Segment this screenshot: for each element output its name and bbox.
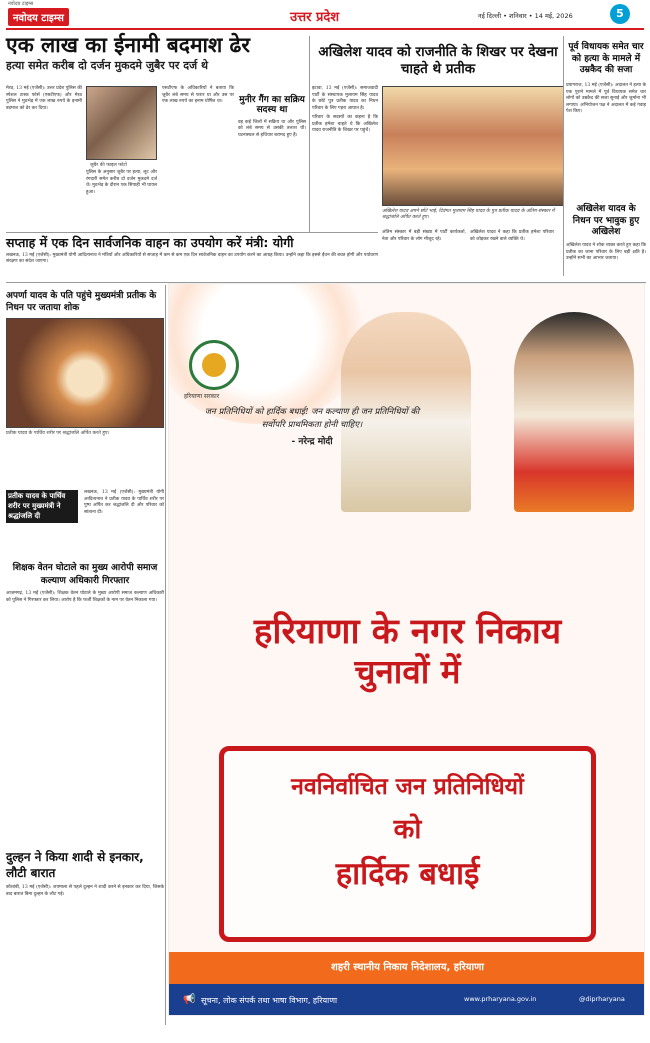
- story-col-1: [312, 86, 378, 135]
- story-yogi-vahan: [6, 236, 378, 272]
- column-rule: [563, 36, 564, 276]
- headline: अखिलेश यादव के निधन पर भावुक हुए अखिलेश: [572, 204, 640, 238]
- story-body: आज़मगढ़, 13 मई (एजेंसी): शिक्षक वेतन घोटाले के मुख्य आरोपी समाज कल्याण अधिकारी को पुलिस ने गिरफ्तार कर लिया। आरोप है कि फर्जी शिक्षकों के नाम पर वेतन निकाला गया।: [6, 591, 164, 603]
- page-number: [610, 4, 630, 24]
- story-body: लखनऊ, 13 मई (एजेंसी): मुख्यमंत्री योगी आदित्यनाथ ने प्रतीक यादव के पार्थिव शरीर पर पुष्प अर्पित कर श्रद्धांजलि दी और परिवार को सांत्वना दी।: [84, 490, 164, 515]
- headline: प्रतीक यादव के पार्थिव शरीर पर मुख्यमंत्री ने श्रद्धांजलि दी: [6, 490, 78, 523]
- section-title: उत्तर प्रदेश: [290, 10, 340, 25]
- subheadline: हत्या समेत करीब दो दर्जन मुकदमे जुबैर पर दर्ज थे: [6, 59, 209, 73]
- column-rule: [309, 36, 310, 232]
- ad-title-band: [169, 614, 645, 710]
- story-umrakaid: [566, 42, 646, 116]
- megaphone-icon: 📢: [183, 994, 196, 1005]
- congrats-line-3: हार्दिक बधाई: [335, 856, 480, 892]
- govt-label: हरियाणा सरकार: [184, 393, 220, 400]
- congrats-line-1: नवनिर्वाचित जन प्रतिनिधियों: [291, 774, 524, 800]
- story-akhilesh-bhavuk: [566, 204, 646, 263]
- funeral-photo: [6, 318, 164, 428]
- column-rule: [165, 285, 166, 1025]
- pull-quote: [238, 96, 306, 139]
- ad-footer: [169, 984, 645, 1016]
- photo-caption: जुबैर की फाइल फोटो: [90, 163, 127, 168]
- story-akhilesh-cont: [382, 230, 466, 243]
- story-box: [6, 490, 78, 523]
- page-number-text: 5: [616, 7, 624, 20]
- story-paragraph: एसटीएफ के अधिकारियों ने बताया कि जुबैर लंबे समय से फरार था और उस पर एक लाख रुपये का इनाम घोषित था।: [162, 86, 234, 105]
- dept-strip: [169, 952, 645, 984]
- masthead: [0, 0, 650, 30]
- quote-box: [197, 406, 427, 447]
- footer-dept: सूचना, लोक संपर्क तथा भाषा विभाग, हरियाणा: [201, 996, 338, 1005]
- story-paragraph: अखिलेश यादव ने कहा कि प्रतीक हमेशा परिवार को जोड़कर रखने वाले व्यक्ति थे।: [470, 230, 554, 242]
- cremation-photo: [382, 86, 564, 206]
- story-inami-badmash: [6, 34, 306, 234]
- newspaper-logo: नवोदय टाइम्स: [8, 8, 69, 26]
- saini-portrait: [514, 312, 634, 512]
- headline: एक लाख का ईनामी बदमाश ढेर: [6, 33, 250, 57]
- headline: अखिलेश यादव को राजनीति के शिखर पर देखना चाहते थे प्रतीक: [318, 44, 558, 77]
- quote-text: जन प्रतिनिधियों को हार्दिक बधाई! जन कल्याण ही जन प्रतिनिधियों की सर्वोपरि प्राथमिकता होनी चाहिए।: [204, 407, 420, 431]
- congrats-line-2: को: [393, 814, 422, 845]
- story-col-3: [162, 86, 234, 106]
- masthead-small-label: नवोदय टाइम्स: [8, 1, 34, 7]
- pull-quote-body: वह कई जिलों में सक्रिय था और पुलिस को लंबे समय से उसकी तलाश थी। घटनास्थल से हथियार बरामद हुए हैं।: [238, 119, 306, 138]
- story-body: कौशांबी, 13 मई (एजेंसी): जयमाला से पहले दुल्हन ने शादी करने से इनकार कर दिया, जिसके बाद बारात बिना दुल्हन के लौट गई।: [6, 885, 164, 897]
- story-body: लखनऊ, 13 मई (एजेंसी): मुख्यमंत्री योगी आदित्यनाथ ने मंत्रियों और अधिकारियों से सप्ताह में कम से कम एक दिन सार्वजनिक वाहन का उपयोग करने का आग्रह किया। उन्होंने कहा कि इससे ईंधन की बचत होगी और पर्यावरण संरक्षण का संदेश जाएगा।: [6, 252, 378, 265]
- story-paragraph: पुलिस के अनुसार जुबैर पर हत्या, लूट और रंगदारी समेत करीब दो दर्जन मुकदमे दर्ज थे। मुठभेड़ के दौरान एक सिपाही भी घायल हुआ।: [86, 170, 157, 195]
- congrats-box: [219, 746, 596, 942]
- story-paragraph: मेरठ, 13 मई (एजेंसी): उत्तर प्रदेश पुलिस की स्पेशल टास्क फोर्स (एसटीएफ) और मेरठ पुलिस ने मुठभेड़ में एक लाख रुपये के इनामी बदमाश को ढेर कर दिया।: [6, 86, 82, 111]
- dateline-text: नई दिल्ली • शनिवार • 14 मई, 2026: [478, 12, 573, 20]
- story-col-2: [86, 170, 157, 196]
- headline: शिक्षक वेतन घोटाले का मुख्य आरोपी समाज कल्याण अधिकारी गिरफ्तार: [12, 563, 158, 586]
- dept-name: शहरी स्थानीय निकाय निदेशालय, हरियाणा: [331, 962, 484, 973]
- story-aparna: [6, 290, 164, 436]
- pull-quote-title: मुनीर गैंग का सक्रिय सदस्य था: [239, 95, 305, 115]
- story-paragraph: इटावा, 13 मई (एजेंसी): समाजवादी पार्टी के संस्थापक मुलायम सिंह यादव के छोटे पुत्र प्रतीक यादव का निधन परिवार के लिए गहरा आघात है।: [312, 86, 378, 111]
- section-rule: [6, 232, 378, 233]
- ad-title-line-1: हरियाणा के नगर निकाय: [253, 612, 562, 652]
- haryana-advertisement: [168, 283, 645, 1016]
- headline: पूर्व विधायक समेत चार को हत्या के मामले में उम्रकैद की सजा: [568, 42, 644, 76]
- haryana-emblem: [189, 340, 239, 390]
- section-rule: [6, 282, 646, 283]
- story-paragraph: परिवार के सदस्यों का कहना है कि प्रतीक हमेशा चाहते थे कि अखिलेश यादव राजनीति के शिखर पर पहुंचें।: [312, 115, 378, 134]
- headline: अपर्णा यादव के पति पहुंचे मुख्यमंत्री प्रतीक के निधन पर जताया शोक: [6, 291, 157, 314]
- quote-author: - नरेन्द्र मोदी: [291, 437, 333, 448]
- story-body: अखिलेश यादव ने शोक व्यक्त करते हुए कहा कि प्रतीक का जाना परिवार के लिए बड़ी क्षति है। उन्होंने सभी का आभार जताया।: [566, 243, 646, 262]
- story-body: प्रयागराज, 13 मई (एजेंसी): अदालत ने हत्या के एक पुराने मामले में पूर्व विधायक समेत चार लोगों को उम्रकैद की सजा सुनाई और जुर्माना भी लगाया। अभियोजन पक्ष ने अदालत में कई गवाह पेश किए।: [566, 83, 647, 115]
- story-akhilesh-pratik: [312, 44, 564, 234]
- story-akhilesh-cont-2: [470, 230, 554, 243]
- masthead-rule: [6, 28, 644, 30]
- story-col-1: [6, 86, 82, 112]
- ad-title-line-2: चुनावों में: [354, 651, 461, 691]
- footer-website[interactable]: www.prharyana.gov.in: [464, 995, 537, 1003]
- story-paragraph: अंतिम संस्कार में बड़ी संख्या में पार्टी कार्यकर्ता, नेता और परिवार के लोग मौजूद रहे।: [382, 230, 466, 242]
- story-dulhan: [6, 850, 164, 898]
- story-shikshak-ghotala: [6, 562, 164, 604]
- suspect-photo: [86, 86, 157, 160]
- photo-caption: अखिलेश यादव अपने छोटे भाई, दिवंगत मुलायम सिंह यादव के पुत्र प्रतीक यादव के अंतिम संस्कार में श्रद्धांजलि अर्पित करते हुए।: [382, 209, 555, 220]
- headline: दुल्हन ने किया शादी से इनकार, लौटी बारात: [6, 850, 144, 880]
- footer-handle[interactable]: @diprharyana: [579, 995, 625, 1003]
- photo-caption: प्रतीक यादव के पार्थिव शरीर पर श्रद्धांजलि अर्पित करते हुए।: [6, 431, 110, 437]
- headline: सप्ताह में एक दिन सार्वजनिक वाहन का उपयोग करें मंत्री: योगी: [6, 235, 294, 250]
